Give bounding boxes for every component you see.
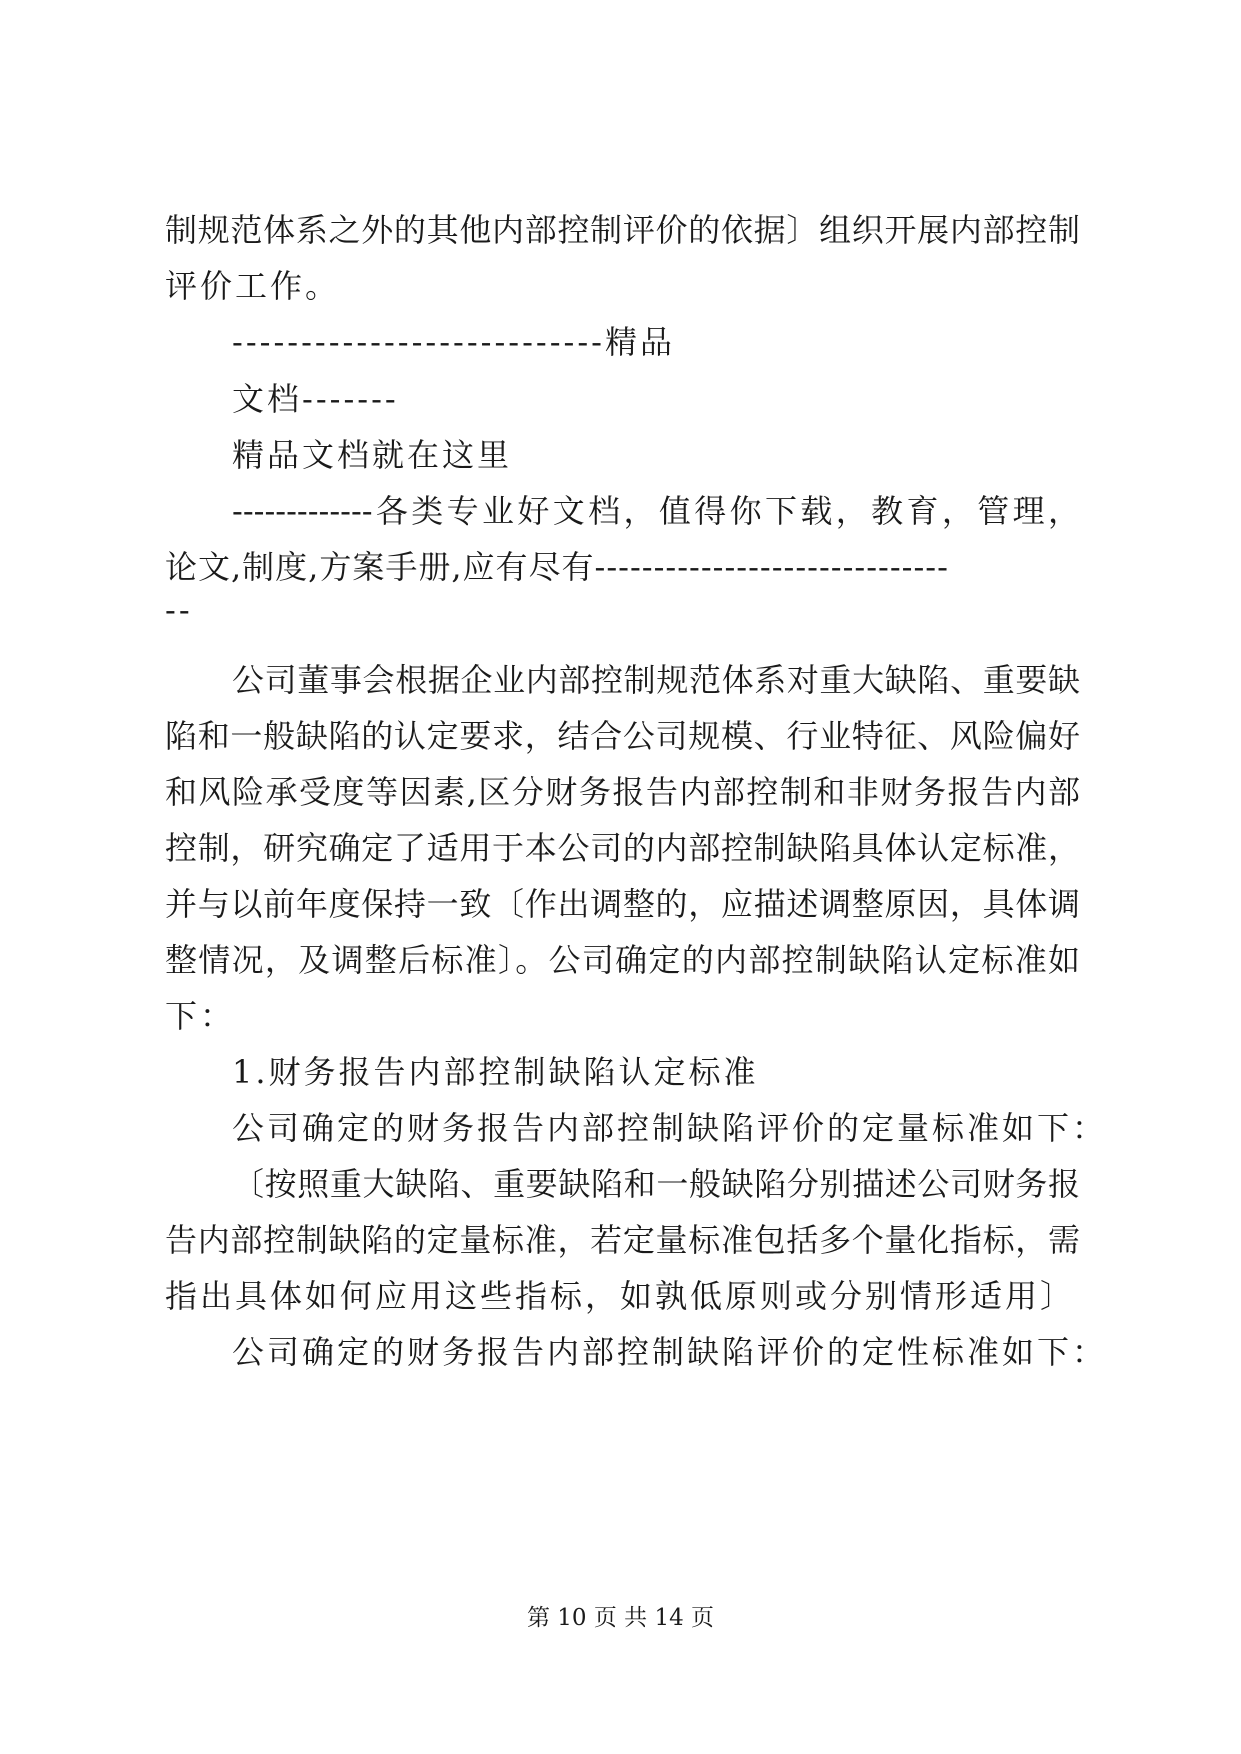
paragraph-line: 指出具体如何应用这些指标，如孰低原则或分别情形适用〕 bbox=[165, 1277, 1076, 1315]
paragraph-line: 和风险承受度等因素,区分财务报告内部控制和非财务报告内部 bbox=[165, 773, 1080, 811]
paragraph-line: 公司董事会根据企业内部控制规范体系对重大缺陷、重要缺 bbox=[232, 661, 1080, 699]
paragraph-line: 并与以前年度保持一致〔作出调整的，应描述调整原因，具体调 bbox=[165, 885, 1080, 923]
paragraph-line: 公司确定的财务报告内部控制缺陷评价的定性标准如下： bbox=[232, 1333, 1108, 1371]
paragraph-line: 〔按照重大缺陷、重要缺陷和一般缺陷分别描述公司财务报 bbox=[232, 1165, 1080, 1203]
paragraph-line: 告内部控制缺陷的定量标准，若定量标准包括多个量化指标，需 bbox=[165, 1221, 1080, 1259]
paragraph-line: 公司确定的财务报告内部控制缺陷评价的定量标准如下： bbox=[232, 1109, 1108, 1147]
body-text-line: 制规范体系之外的其他内部控制评价的依据〕组织开展内部控制 bbox=[165, 211, 1080, 249]
promo-text-line: 论文,制度,方案手册,应有尽有------------------------------ bbox=[165, 548, 949, 586]
promo-text-line: 精品文档就在这里 bbox=[232, 436, 513, 474]
body-text-line: 评价工作。 bbox=[165, 267, 341, 305]
page-number-footer: 第 10 页 共 14 页 bbox=[526, 1605, 715, 1631]
paragraph-line: 陷和一般缺陷的认定要求，结合公司规模、行业特征、风险偏好 bbox=[165, 717, 1080, 755]
separator-line: -- bbox=[165, 591, 193, 629]
paragraph-line: 整情况，及调整后标准〕。公司确定的内部控制缺陷认定标准如 bbox=[165, 941, 1080, 979]
separator-line: ---------------------------精品 bbox=[232, 323, 675, 361]
promo-text-line: -------------各类专业好文档，值得你下载，教育，管理， bbox=[232, 492, 1080, 530]
section-heading: 1.财务报告内部控制缺陷认定标准 bbox=[232, 1053, 759, 1091]
paragraph-line: 下： bbox=[165, 997, 236, 1035]
separator-line: 文档------- bbox=[232, 380, 399, 418]
paragraph-line: 控制，研究确定了适用于本公司的内部控制缺陷具体认定标准， bbox=[165, 829, 1080, 867]
